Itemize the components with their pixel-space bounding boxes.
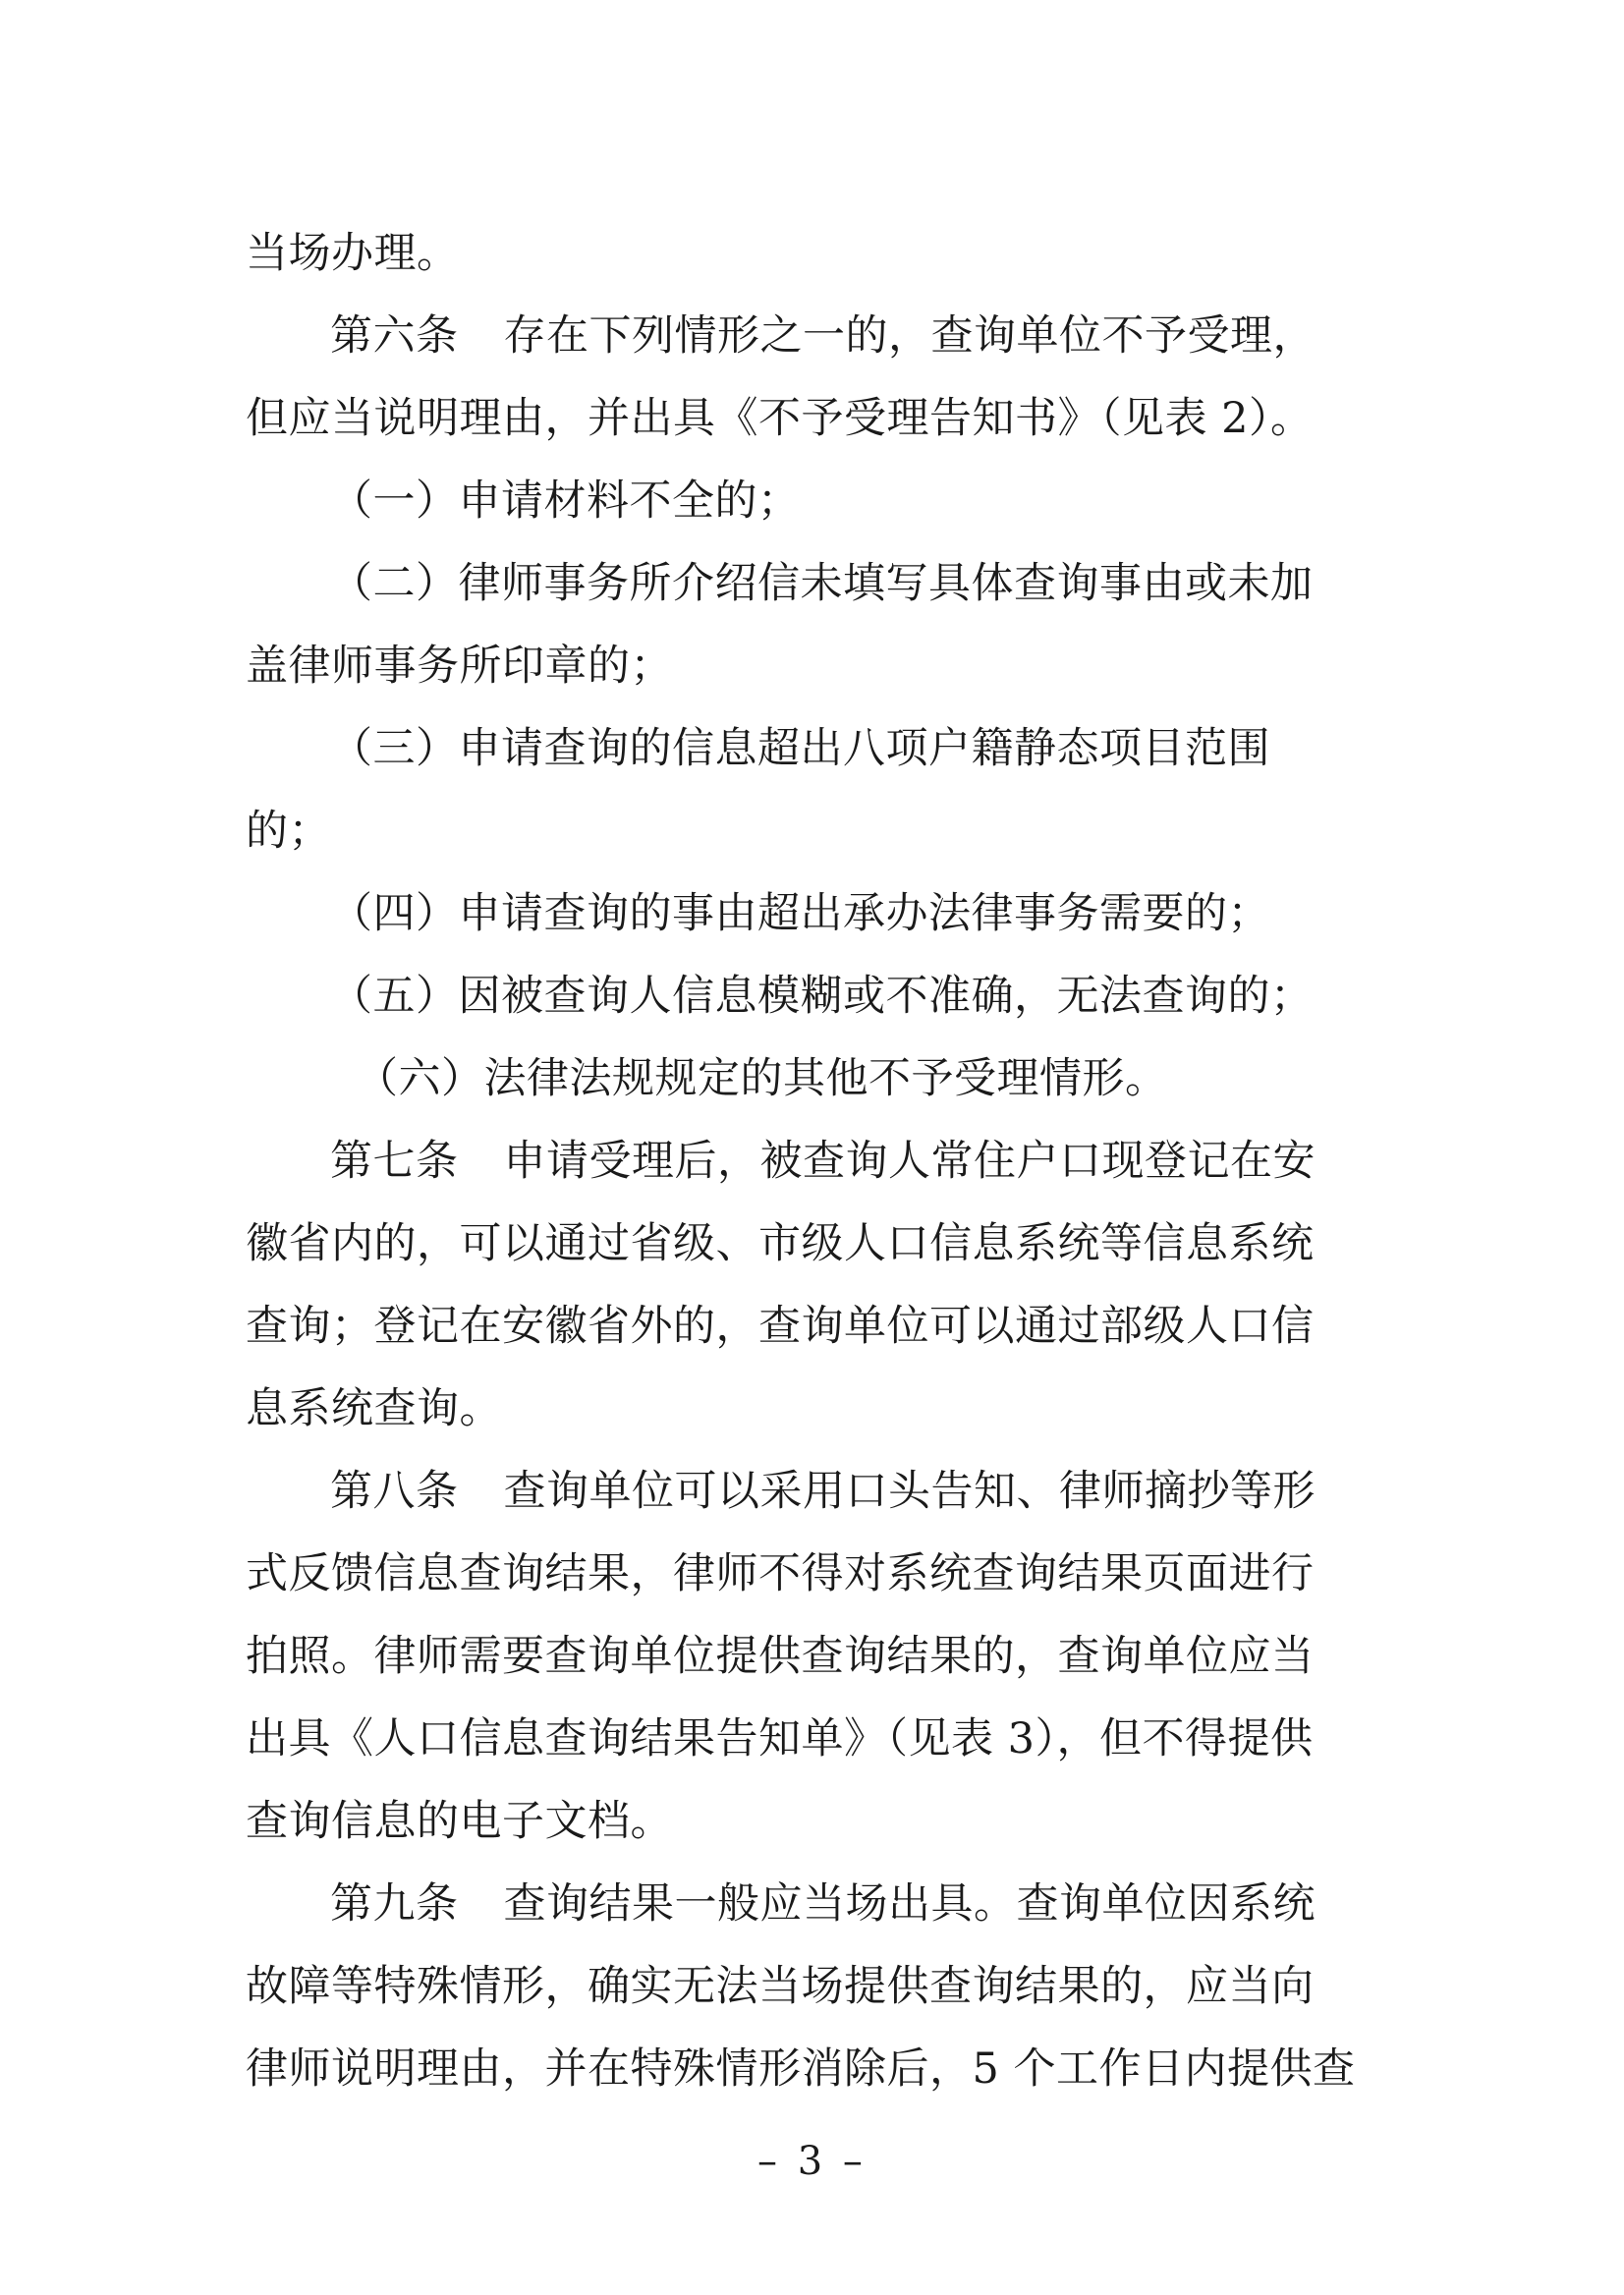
article-8-line	[246, 1450, 1385, 1533]
text-line: 息系统查询。	[246, 1384, 502, 1433]
text-line: 查询信息的电子文档。	[246, 1797, 673, 1846]
text-line: 当场办理。	[246, 229, 460, 278]
list-item-5: （五）因被查询人信息模糊或不准确，无法查询的；	[330, 972, 1314, 1021]
article-6-line	[246, 295, 1385, 377]
text-line: 查询；登记在安徽省外的，查询单位可以通过部级人口信	[246, 1302, 1315, 1351]
text-line: 式反馈信息查询结果，律师不得对系统查询结果页面进行	[246, 1549, 1315, 1598]
article-7-title: 第七条	[330, 1137, 459, 1186]
text-line: 但应当说明理由，并出具《不予受理告知书》（见表 2）。	[246, 394, 1314, 443]
article-6-text: 存在下列情形之一的，查询单位不予受理，	[503, 311, 1316, 361]
text-line: 律师说明理由，并在特殊情形消除后，5 个工作日内提供查	[246, 2044, 1356, 2094]
article-7-text: 申请受理后，被查询人常住户口现登记在安	[503, 1137, 1316, 1186]
text-line: 徽省内的，可以通过省级、市级人口信息系统等信息系统	[246, 1219, 1315, 1268]
article-8-title: 第八条	[330, 1467, 459, 1516]
list-item-3: （三）申请查询的信息超出八项户籍静态项目范围	[330, 724, 1270, 773]
page-number: – 3 –	[757, 2139, 867, 2184]
list-item-2: （二）律师事务所介绍信未填写具体查询事由或未加	[330, 559, 1314, 608]
article-7-line	[246, 1120, 1385, 1203]
text-line: 盖律师事务所印章的；	[246, 642, 673, 691]
text-line: 的；	[246, 807, 331, 856]
article-9-text: 查询结果一般应当场出具。查询单位因系统	[503, 1879, 1316, 1929]
article-9-title: 第九条	[330, 1879, 459, 1929]
article-9-line	[246, 1863, 1385, 1945]
text-line: 拍照。律师需要查询单位提供查询结果的，查询单位应当	[246, 1632, 1315, 1681]
text-line: 故障等特殊情形，确实无法当场提供查询结果的，应当向	[246, 1962, 1315, 2011]
list-item-6: （六）法律法规规定的其他不予受理情形。	[356, 1054, 1168, 1103]
list-item-1: （一）申请材料不全的；	[330, 476, 801, 526]
body-text	[246, 212, 1385, 2110]
article-8-text: 查询单位可以采用口头告知、律师摘抄等形	[503, 1467, 1316, 1516]
article-6-title: 第六条	[330, 311, 459, 361]
text-line: 出具《人口信息查询结果告知单》（见表 3），但不得提供	[246, 1714, 1314, 1763]
list-item-4: （四）申请查询的事由超出承办法律事务需要的；	[330, 889, 1270, 938]
